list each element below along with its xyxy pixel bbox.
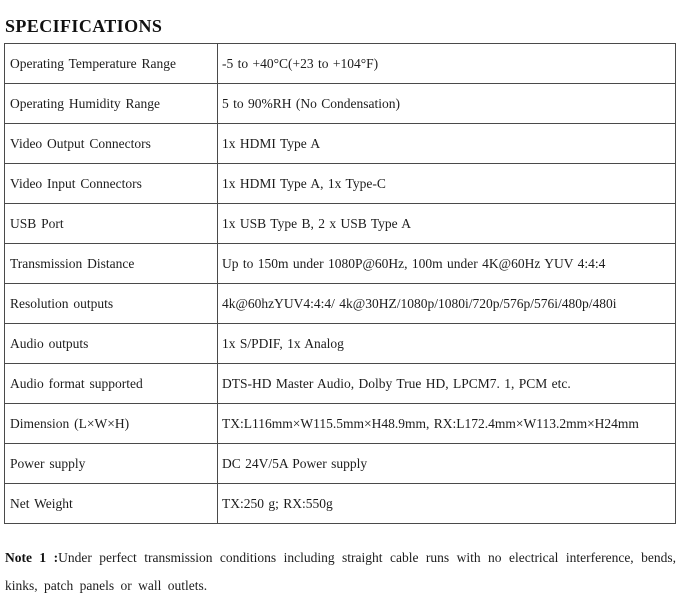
table-row: [5, 84, 676, 124]
spec-value-cell: 1x HDMI Type A, 1x Type-C: [218, 164, 676, 204]
spec-name-cell: Video Input Connectors: [5, 164, 218, 204]
spec-value-cell: TX:L116mm×W115.5mm×H48.9mm, RX:L172.4mm×W113.2mm×H24mm: [218, 404, 676, 444]
spec-name-cell: Transmission Distance: [5, 244, 218, 284]
spec-value-cell: DTS-HD Master Audio, Dolby True HD, LPCM7. 1, PCM etc.: [218, 364, 676, 404]
table-row: [5, 164, 676, 204]
spec-name-cell: Power supply: [5, 444, 218, 484]
footnote-label: Note 1 :: [5, 550, 59, 565]
table-row: [5, 324, 676, 364]
spec-value-cell: 1x USB Type B, 2 x USB Type A: [218, 204, 676, 244]
footnote-text: Under perfect transmission conditions including straight cable runs with no electrical interference, bends, kinks, patch panels or wall outlets.: [5, 550, 676, 593]
spec-name-cell: Operating Humidity Range: [5, 84, 218, 124]
spec-value-cell: TX:250 g; RX:550g: [218, 484, 676, 524]
spec-name-cell: Dimension (L×W×H): [5, 404, 218, 444]
spec-value-cell: 1x S/PDIF, 1x Analog: [218, 324, 676, 364]
spec-name-cell: Audio format supported: [5, 364, 218, 404]
table-row: [5, 44, 676, 84]
spec-value-cell: DC 24V/5A Power supply: [218, 444, 676, 484]
specifications-table: [4, 43, 676, 524]
table-row: [5, 404, 676, 444]
specifications-table-body: [5, 44, 676, 524]
spec-name-cell: USB Port: [5, 204, 218, 244]
spec-name-cell: Audio outputs: [5, 324, 218, 364]
spec-value-cell: -5 to +40°C(+23 to +104°F): [218, 44, 676, 84]
table-row: [5, 244, 676, 284]
spec-value-cell: 4k@60hzYUV4:4:4/ 4k@30HZ/1080p/1080i/720p/576p/576i/480p/480i: [218, 284, 676, 324]
spec-name-cell: Net Weight: [5, 484, 218, 524]
footnote: [5, 544, 676, 600]
table-row: [5, 284, 676, 324]
spec-value-cell: 1x HDMI Type A: [218, 124, 676, 164]
spec-name-cell: Video Output Connectors: [5, 124, 218, 164]
spec-name-cell: Operating Temperature Range: [5, 44, 218, 84]
table-row: [5, 484, 676, 524]
spec-value-cell: 5 to 90%RH (No Condensation): [218, 84, 676, 124]
spec-value-cell: Up to 150m under 1080P@60Hz, 100m under 4K@60Hz YUV 4:4:4: [218, 244, 676, 284]
table-row: [5, 364, 676, 404]
page-title: SPECIFICATIONS: [5, 16, 163, 36]
table-row: [5, 444, 676, 484]
table-row: [5, 124, 676, 164]
spec-name-cell: Resolution outputs: [5, 284, 218, 324]
table-row: [5, 204, 676, 244]
